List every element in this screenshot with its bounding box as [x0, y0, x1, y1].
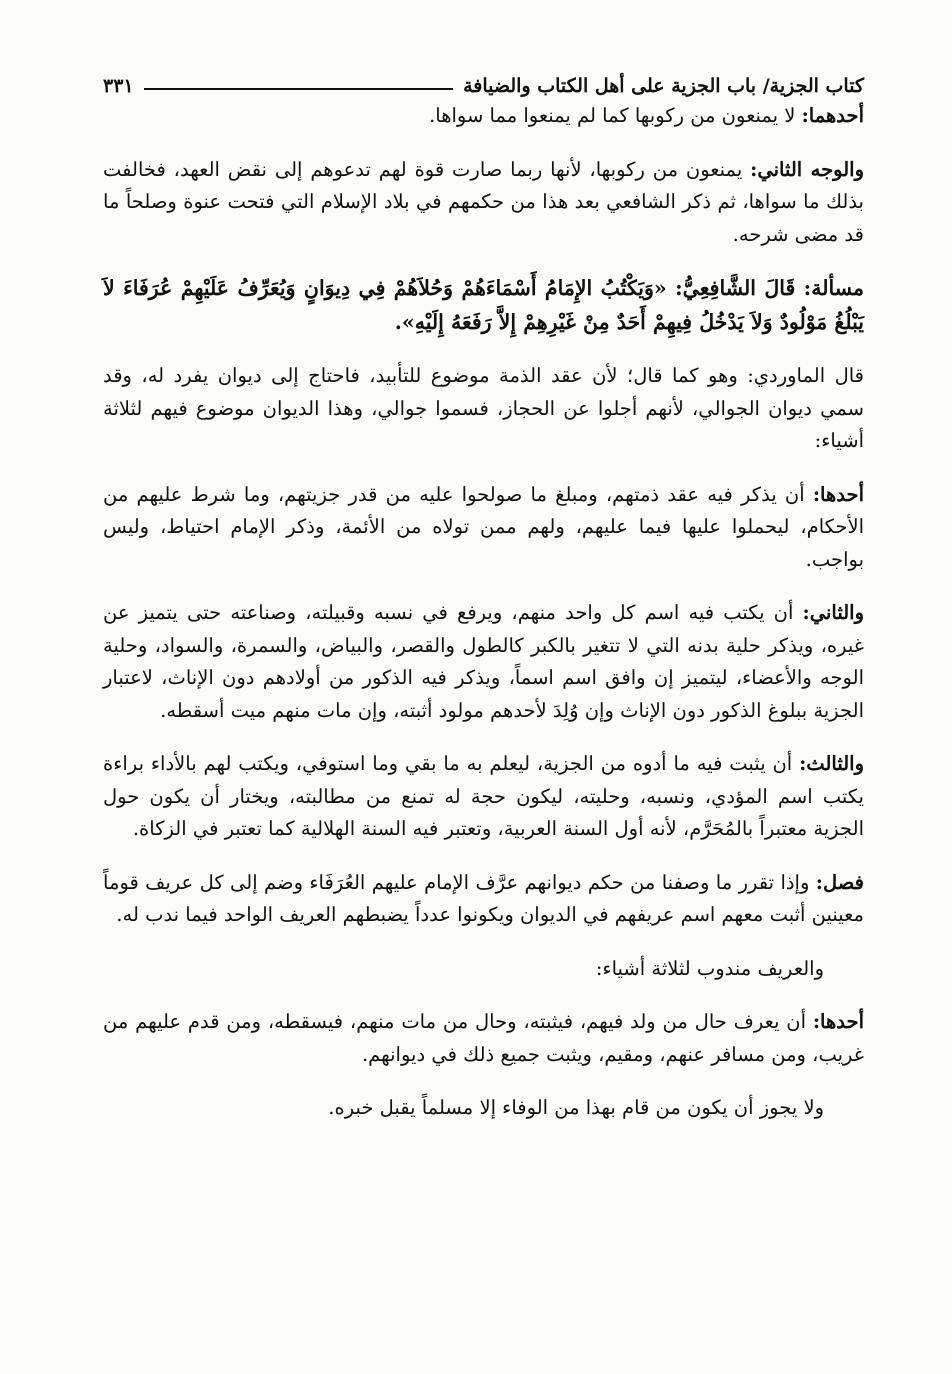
paragraph-lead: أحدها: — [812, 1010, 864, 1033]
paragraph-lead: مسألة: قَالَ الشَّافِعِيُّ: — [675, 276, 865, 300]
paragraph-6 — [103, 597, 864, 727]
paragraph-1 — [103, 100, 864, 133]
page-body — [103, 100, 864, 1125]
paragraph-lead: والثاني: — [802, 601, 864, 624]
paragraph-text: قال الماوردي: وهو كما قال؛ لأن عقد الذمة موضوع للتأبيد، فاحتاج إلى ديوان يفرد له، وقد سمي ديوان الجوالي، لأنهم أجلوا عن الحجاز، فسموا جوالي، وهذا الديوان موضوع فيهم لثلاثة أشياء: — [103, 364, 864, 452]
paragraph-10 — [103, 1006, 864, 1071]
paragraph-text: أن يثبت فيه ما أدوه من الجزية، ليعلم به ما بقي وما استوفي، ويكتب لهم بالأداء براءة يكتب اسم المؤدي، ونسبه، وحليته، ليكون حجة له تمنع من مطالبته، ويختار أن يكون حول الجزية معتبراً بالمُحَرَّم، لأنه أول السنة العربية، وتعتبر فيه السنة الهلالية كما تعتبر في الزكاة. — [103, 752, 864, 840]
paragraph-text: أن يذكر فيه عقد ذمتهم، ومبلغ ما صولحوا عليه من قدر جزيتهم، وما شرط عليهم من الأحكام، ليحملوا عليها فيما عليهم، ولهم ممن تولاه من الأئمة، وذكر الإمام احتياط، وليس بواجب. — [103, 482, 864, 571]
paragraph-lead: أحدها: — [812, 482, 864, 506]
paragraph-text: أن يعرف حال من ولد فيهم، فيثبته، وحال من مات منهم، فيسقطه، ومن قدم عليهم من غريب، ومن مسافر عنهم، ومقيم، ويثبت جميع ذلك في ديوانهم. — [103, 1010, 864, 1066]
paragraph-lead: فصل: — [815, 870, 864, 894]
paragraph-9 — [103, 953, 864, 986]
paragraph-2 — [103, 154, 864, 252]
paragraph-text: لا يمنعون من ركوبها كما لم يمنعوا مما سواها. — [429, 104, 802, 127]
paragraph-7 — [103, 748, 864, 846]
paragraph-5 — [103, 479, 864, 577]
paragraph-8-fasl — [103, 867, 864, 932]
running-header — [103, 72, 864, 100]
paragraph-lead: والوجه الثاني: — [750, 157, 864, 181]
paragraph-4 — [103, 360, 864, 458]
page-number: ٣٣١ — [103, 75, 134, 97]
paragraph-lead: أحدهما: — [801, 104, 864, 127]
paragraph-3-masala — [103, 272, 864, 339]
header-title: كتاب الجزية/ باب الجزية على أهل الكتاب والضيافة — [463, 75, 864, 97]
paragraph-11 — [103, 1092, 864, 1125]
paragraph-text: «وَيَكْتُبُ الإِمَامُ أَسْمَاءَهُمْ وَحُلاَهُمْ فِي دِيوَانٍ وَيُعَرِّفُ عَلَيْهِمْ عُرَفَاءَ لاَ يَبْلُغُ مَوْلُودٌ وَلاَ يَدْخُلُ فِيهِمْ أَحَدٌ مِنْ غَيْرِهِمْ إِلاَّ رَفَعَهُ إِلَيْهِ». — [103, 276, 864, 334]
paragraph-text: أن يكتب فيه اسم كل واحد منهم، ويرفع في نسبه وقبيلته، وصناعته حتى يتميز عن غيره، ويذكر حلية بدنه التي لا تتغير بالكبر كالطول والقصر، والبياض، والسمرة، والسواد، وحلية الوجه والأعضاء، ليتميز إن وافق اسم اسماً، ويذكر فيه الذكور من أولادهم دون الإناث، لاعتبار الجزية ببلوغ الذكور دون الإناث وإن وُلِدَ لأحدهم مولود أثبته، وإن مات منهم ميت أسقطه. — [103, 601, 864, 722]
paragraph-lead: والثالث: — [799, 752, 864, 775]
paragraph-text: والعريف مندوب لثلاثة أشياء: — [595, 956, 824, 980]
paragraph-text: يمنعون من ركوبها، لأنها ربما صارت قوة لهم تدعوهم إلى نقض العهد، فخالفت بذلك ما سواها، ثم ذكر الشافعي بعد هذا من حكمهم في بلاد الإسلام التي فتحت عنوة وصلحاً ما قد مضى شرحه. — [103, 157, 864, 246]
paragraph-text: ولا يجوز أن يكون من قام بهذا من الوفاء إلا مسلماً يقبل خبره. — [328, 1096, 824, 1119]
header-rule — [144, 88, 454, 90]
paragraph-text: وإذا تقرر ما وصفنا من حكم ديوانهم عرَّف الإمام عليهم العُرَفَاء وضم إلى كل عريف قوماً معينين أثبت معهم اسم عريفهم في الديوان ويكونوا عدداً يضبطهم العريف الواحد فيما ندب له. — [103, 870, 864, 926]
